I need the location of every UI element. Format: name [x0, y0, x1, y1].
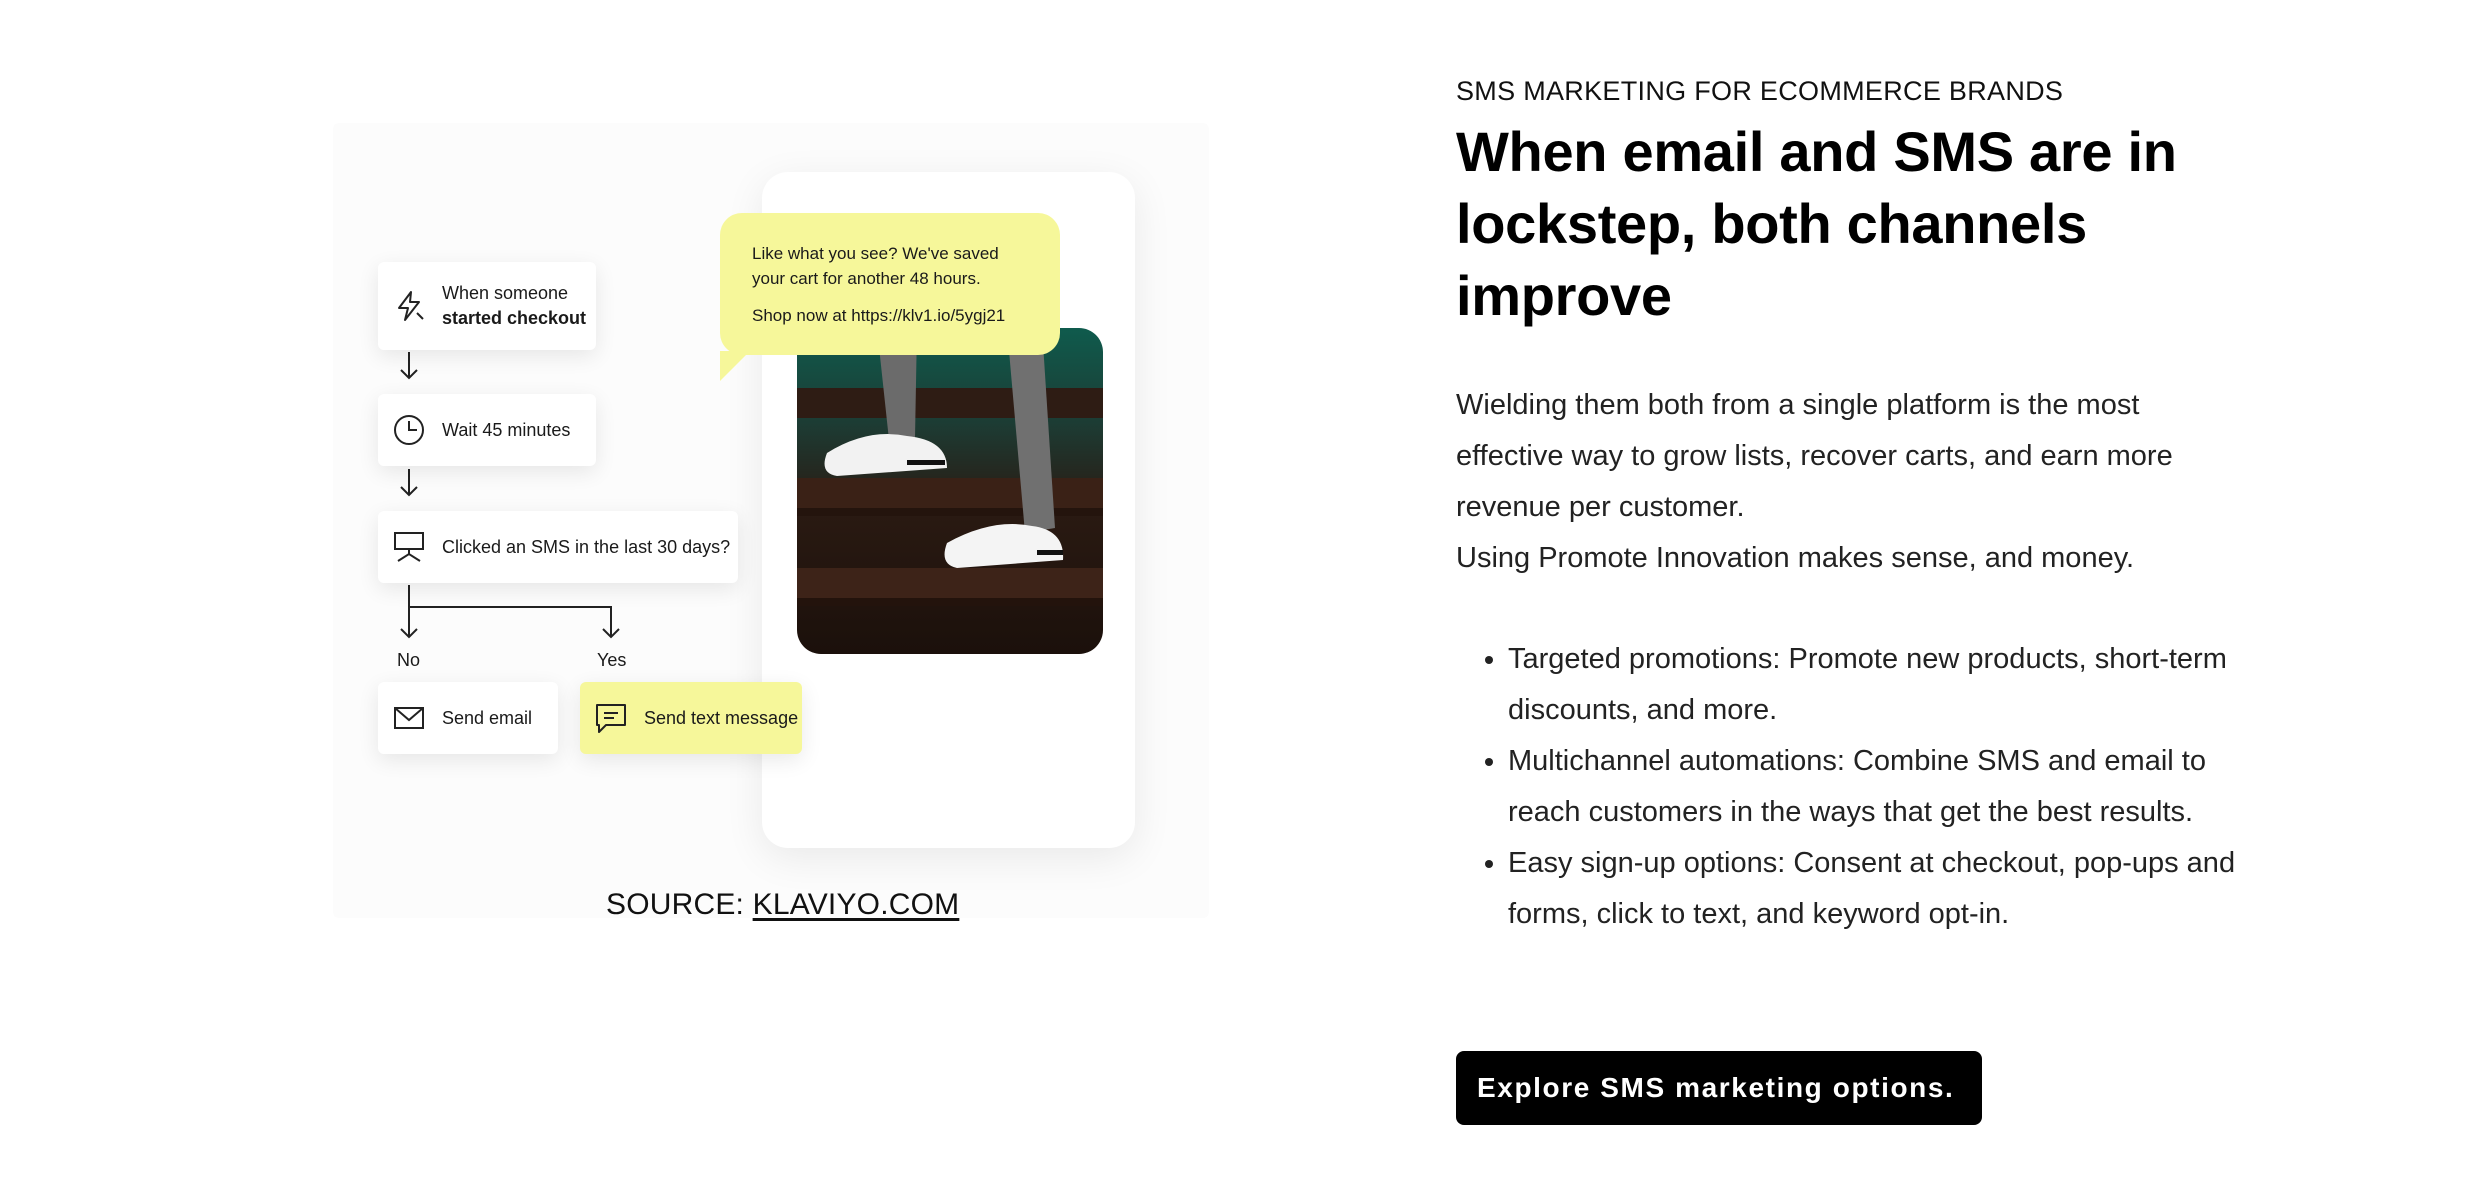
sms-action-label: Send text message [644, 707, 799, 728]
eyebrow: SMS MARKETING FOR ECOMMERCE BRANDS [1456, 76, 2064, 106]
intro-paragraph-2: Using Promote Innovation makes sense, and money. [1456, 542, 2135, 574]
branch-no-label: No [397, 650, 421, 670]
chat-icon [594, 701, 628, 735]
trigger-line2: started checkout [442, 308, 587, 328]
feature-list [1456, 634, 2248, 940]
split-icon [392, 530, 426, 564]
wait-label: Wait 45 minutes [442, 419, 571, 440]
lightning-icon [392, 289, 426, 323]
feature-item: • Multichannel automations: Combine SMS and email to reach customers in the ways that get the best results. [1508, 736, 2248, 838]
flow-wait-node [378, 394, 596, 466]
sneakers-photo [797, 328, 1103, 654]
source-prefix: SOURCE: [606, 888, 753, 921]
flow-trigger-node [378, 262, 596, 350]
feature-item: • Easy sign-up options: Consent at checkout, pop-ups and forms, click to text, and keyword opt-in. [1508, 838, 2248, 940]
sms-bubble-line1: Like what you see? We've saved your cart for another 48 hours. [752, 244, 999, 288]
source-caption [606, 888, 959, 922]
flow-condition-node [378, 511, 738, 583]
sms-bubble [720, 213, 1060, 355]
flow-sms-node [580, 682, 802, 754]
explore-sms-button[interactable]: Explore SMS marketing options. [1456, 1051, 1982, 1125]
flow-email-node [378, 682, 558, 754]
email-action-label: Send email [442, 707, 533, 728]
intro-paragraph-1: Wielding them both from a single platform is the most effective way to grow lists, recover carts, and earn more revenue per customer. [1456, 389, 2173, 523]
clock-icon [392, 413, 426, 447]
intro-text [1456, 380, 2216, 584]
branch-yes-label: Yes [597, 650, 627, 670]
page-title: When email and SMS are in lockstep, both channels improve [1456, 120, 2177, 327]
condition-label: Clicked an SMS in the last 30 days? [442, 536, 731, 557]
source-link[interactable]: KLAVIYO.COM [752, 888, 960, 921]
sms-bubble-line2: Shop now at https://klv1.io/5ygj21 [752, 306, 1006, 325]
bubble-tail [720, 351, 750, 381]
trigger-line1: When someone [442, 283, 569, 303]
feature-item: • Targeted promotions: Promote new products, short-term discounts, and more. [1508, 634, 2248, 736]
envelope-icon [392, 701, 426, 735]
